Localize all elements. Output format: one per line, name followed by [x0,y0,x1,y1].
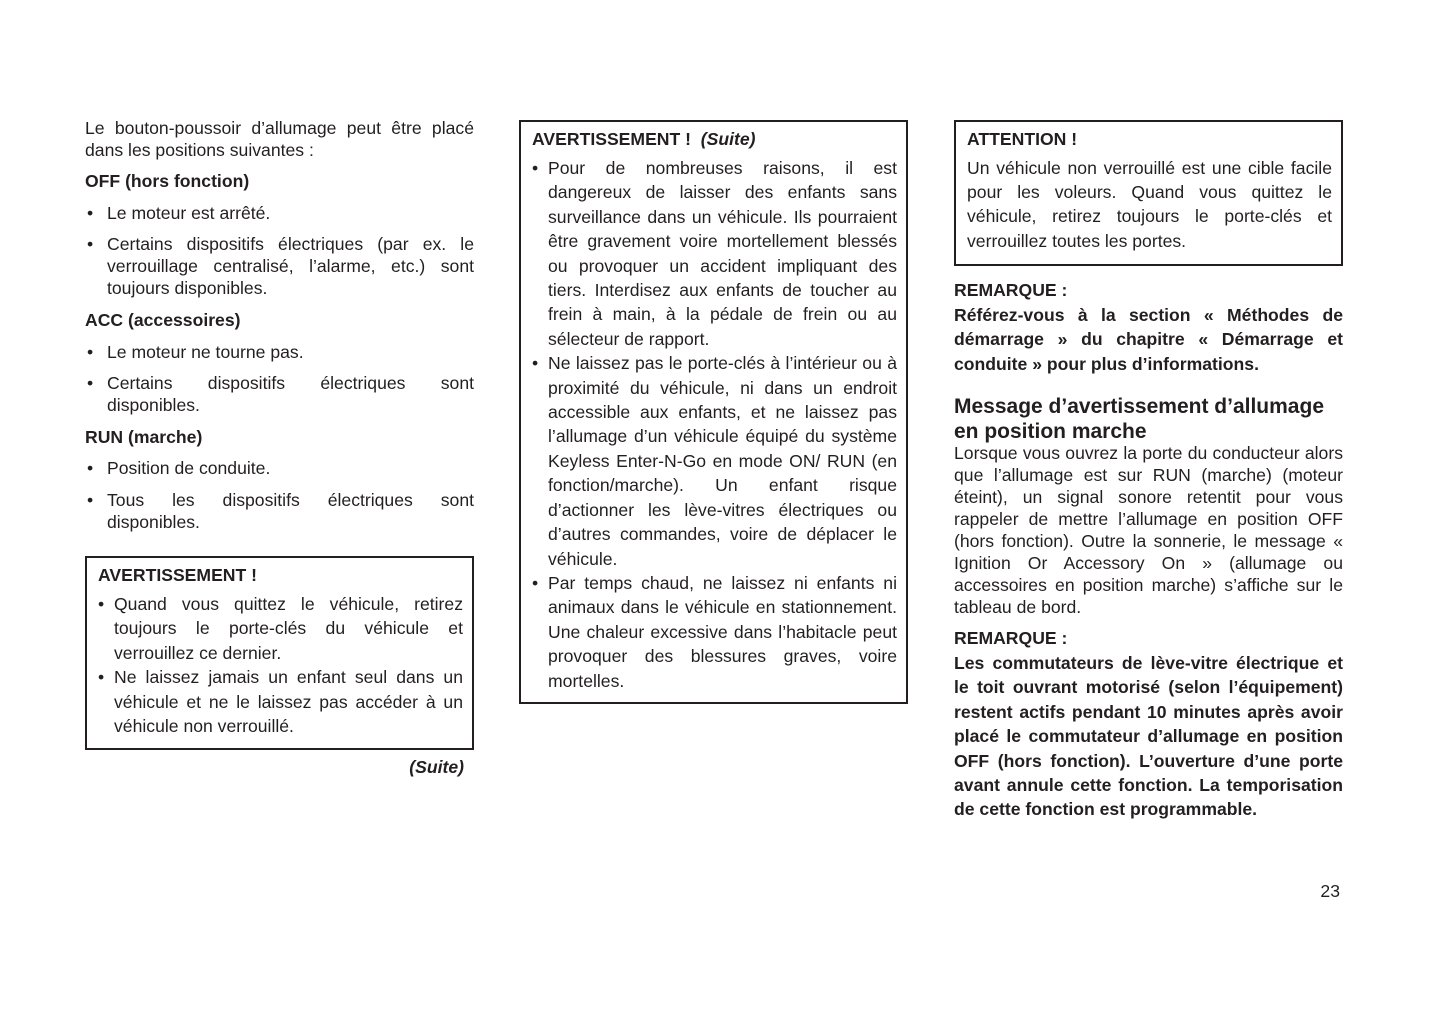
list-item: • Tous les dispositifs électriques sont disponibles. [85,489,474,533]
list-item: • Certains dispositifs électriques sont disponibles. [85,372,474,416]
list-item: • Ne laissez pas le porte-clés à l’intérieur ou à proximité du véhicule, ni dans un endroit accessible aux enfants, et ne laissez pas l’allumage d’un véhicule équipé du système Keyless Enter-N-Go en mode ON/ RUN (en fonction/marche). Un enfant risque d’actionner les lève-vitres électriques ou d’autres commandes, voire de déplacer le véhicule. [532,351,897,571]
acc-heading: ACC (accessoires) [85,310,241,330]
attention-box [954,120,1343,266]
run-list [85,457,474,533]
remark-heading: REMARQUE : [954,628,1068,648]
list-item: • Ne laissez jamais un enfant seul dans un véhicule et ne le laissez pas accéder à un véhicule non verrouillé. [98,665,463,738]
section-title: Message d’avertissement d’allumage en position marche [954,395,1324,443]
list-item: • Certains dispositifs électriques (par ex. le verrouillage centralisé, l’alarme, etc.) sont toujours disponibles. [85,233,474,299]
warning-continued-box [519,120,908,704]
intro-paragraph: Le bouton-poussoir d’allumage peut être placé dans les positions suivantes : [85,118,474,160]
continued-label: (Suite) [409,757,464,777]
list-item: • Quand vous quittez le véhicule, retirez toujours le porte-clés du véhicule et verrouillez ce dernier. [98,592,463,665]
warning-list [532,156,897,693]
off-heading: OFF (hors fonction) [85,171,250,191]
acc-list [85,341,474,416]
warning-heading-text: AVERTISSEMENT ! [532,129,692,149]
list-item: • Position de conduite. [85,457,474,479]
attention-heading: ATTENTION ! [967,129,1078,149]
list-item: • Pour de nombreuses raisons, il est dangereux de laisser des enfants sans surveillance dans un véhicule. Ils pourraient être gravement voire mortellement blessés ou provoquer un accident impliquant des tiers. Interdisez aux enfants de toucher au frein à main, à la pédale de frein ou au sélecteur de rapport. [532,156,897,351]
remark-text: Référez-vous à la section « Méthodes de démarrage » du chapitre « Démarrage et conduite » pour plus d’informations. [954,305,1343,374]
list-item: • Le moteur est arrêté. [85,202,474,224]
list-item: • Par temps chaud, ne laissez ni enfants ni animaux dans le véhicule en stationnement. Une chaleur excessive dans l’habitacle peut provoquer des blessures graves, voire mortelles. [532,571,897,693]
warning-heading: AVERTISSEMENT ! [98,565,258,585]
warning-list [98,592,463,738]
attention-text: Un véhicule non verrouillé est une cible facile pour les voleurs. Quand vous quittez le véhicule, retirez toujours le porte-clés et verrouillez toutes les portes. [967,158,1332,251]
page-number: 23 [1320,881,1340,901]
run-heading: RUN (marche) [85,427,203,447]
remark-heading: REMARQUE : [954,280,1068,300]
section-paragraph: Lorsque vous ouvrez la porte du conducteur alors que l’allumage est sur RUN (marche) (moteur éteint), un signal sonore retentit pour vous rappeler de mettre l’allumage en position OFF (hors fonction). Outre la sonnerie, le message « Ignition Or Accessory On » (allumage ou accessoires en position marche) s’affiche sur le tableau de bord. [954,443,1343,617]
remark-text: Les commutateurs de lève-vitre électrique et le toit ouvrant motorisé (selon l’équipement) restent actifs pendant 10 minutes après avoir placé le commutateur d’allumage en position OFF (hors fonction). L’ouverture d’une porte avant annule cette fonction. La temporisation de cette fonction est programmable. [954,653,1343,820]
warning-box [85,556,474,750]
warning-heading [532,128,756,150]
list-item: • Le moteur ne tourne pas. [85,341,474,363]
off-list [85,202,474,299]
warning-heading-suffix: (Suite) [700,129,756,149]
